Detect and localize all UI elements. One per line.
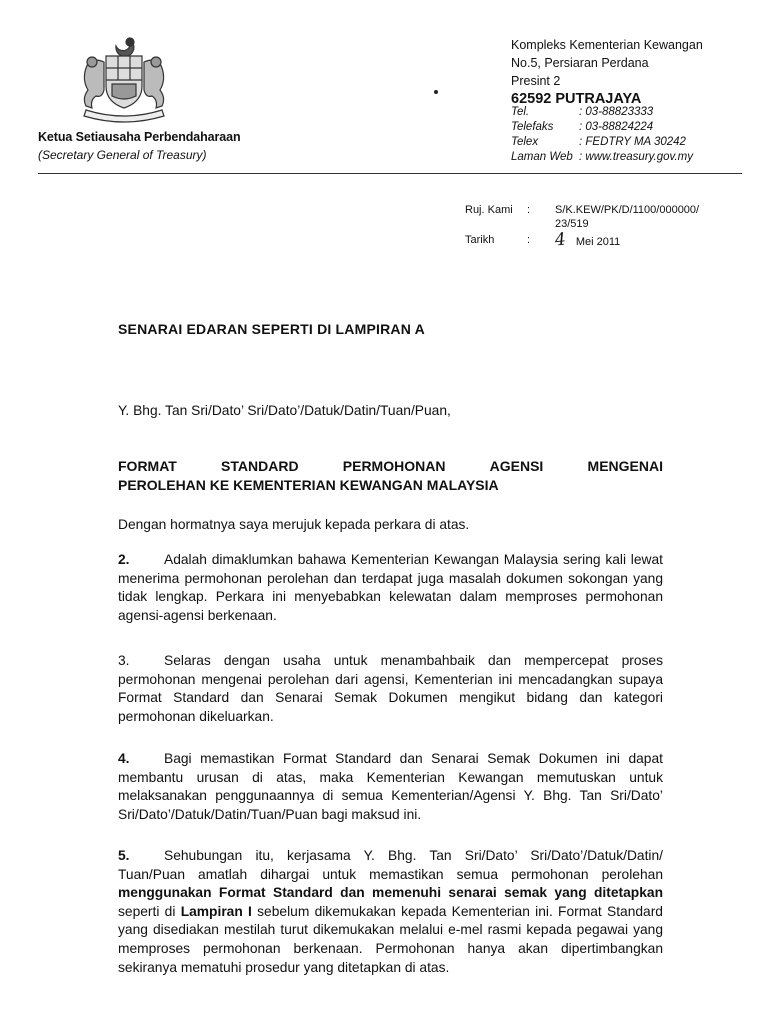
date-value <box>553 229 735 251</box>
annex-reference: Lampiran I <box>180 903 252 919</box>
date-label: Tarikh <box>465 234 495 246</box>
address-postcode-city: 62592 PUTRAJAYA <box>511 91 642 107</box>
header-divider <box>38 173 742 174</box>
reference-row <box>465 203 735 231</box>
reference-colon: : <box>527 204 531 216</box>
intro-paragraph: Dengan hormatnya saya merujuk kepada perkara di atas. <box>118 517 470 532</box>
contact-block <box>511 105 693 165</box>
paragraph-number: 4. <box>118 751 130 766</box>
address-block <box>511 36 703 108</box>
contact-value: : 03-88823333 <box>579 106 654 118</box>
date-colon: : <box>527 234 531 246</box>
address-line-1: Kompleks Kementerian Kewangan <box>511 38 703 52</box>
paragraph-number: 2. <box>118 552 130 567</box>
reference-block <box>465 203 735 249</box>
contact-label: Tel. <box>511 106 530 118</box>
date-month-year: Mei 2011 <box>575 236 621 248</box>
subject-heading <box>118 457 663 495</box>
paragraph-text: Sehubungan itu, kerjasama Y. Bhg. Tan Sri/Dato’ Sri/Dato’/Datuk/Datin/ Tuan/Puan amatlah dihargai untuk memastikan semua permohonan perolehan <box>118 848 663 882</box>
sender-subtitle: (Secretary General of Treasury) <box>38 148 207 162</box>
date-row <box>465 229 735 251</box>
paragraph-3 <box>118 652 663 726</box>
sender-title: Ketua Setiausaha Perbendaharaan <box>38 130 241 144</box>
reference-label: Ruj. Kami <box>465 204 513 216</box>
contact-tel <box>511 105 693 120</box>
paragraph-2 <box>118 551 663 625</box>
paragraph-emphasis: menggunakan Format Standard dan memenuhi senarai semak yang ditetapkan <box>118 885 663 901</box>
stray-mark <box>434 90 438 94</box>
subject-line-1 <box>118 457 663 476</box>
contact-label: Laman Web <box>511 151 573 163</box>
circular-heading: SENARAI EDARAN SEPERTI DI LAMPIRAN A <box>118 321 425 337</box>
subject-word: FORMAT <box>118 458 177 474</box>
handwritten-day: 4 <box>553 229 567 251</box>
address-line-3: Presint 2 <box>511 74 561 88</box>
contact-value: : FEDTRY MA 30242 <box>579 136 686 148</box>
paragraph-text: Bagi memastikan Format Standard dan Senarai Semak Dokumen ini dapat membantu urusan di atas, maka Kementerian Kewangan memutuskan untuk melaksanakan penggunaannya di semua Kementerian/Agensi Y. Bhg. Tan Sri/Dato’ Sri/Dato’/Datuk/Datin/Tuan/Puan bagi maksud ini. <box>118 751 663 822</box>
paragraph-number: 5. <box>118 848 130 863</box>
contact-value: : 03-88824224 <box>579 121 654 133</box>
reference-value: S/K.KEW/PK/D/1100/000000/ 23/519 <box>555 204 700 230</box>
paragraph-text: seperti di <box>118 903 176 919</box>
contact-fax <box>511 120 693 135</box>
contact-website <box>511 150 693 165</box>
salutation: Y. Bhg. Tan Sri/Dato’ Sri/Dato’/Datuk/Datin/Tuan/Puan, <box>118 403 451 418</box>
contact-label: Telefaks <box>511 121 554 133</box>
paragraph-number: 3. <box>118 653 130 668</box>
paragraph-4 <box>118 750 663 824</box>
subject-word: STANDARD <box>221 458 299 474</box>
coat-of-arms-logo <box>72 32 176 124</box>
paragraph-text: Selaras dengan usaha untuk menambahbaik dan mempercepat proses permohonan mengenai perolehan dari agensi, Kementerian ini mencadangkan supaya Format Standard dan Senarai Semak Dokumen mengikut bidang dan kategori permohonan dikeluarkan. <box>118 653 663 724</box>
contact-value: : www.treasury.gov.my <box>579 151 693 163</box>
paragraph-5 <box>118 847 663 977</box>
paragraph-text: Adalah dimaklumkan bahawa Kementerian Kewangan Malaysia sering kali lewat menerima permohonan perolehan dan terdapat juga masalah dokumen sokongan yang tidak lengkap. Perkara ini menyebabkan kelewatan dalam memproses permohonan agensi-agensi berkenaan. <box>118 552 663 623</box>
contact-telex <box>511 135 693 150</box>
contact-label: Telex <box>511 136 539 148</box>
address-line-2: No.5, Persiaran Perdana <box>511 56 649 70</box>
subject-line-2: PEROLEHAN KE KEMENTERIAN KEWANGAN MALAYSIA <box>118 477 499 493</box>
subject-word: MENGENAI <box>587 458 663 474</box>
paragraph-text: sebelum dikemukakan kepada Kementerian ini. Format Standard yang disediakan mestilah turut dikemukakan melalui e-mel rasmi kepada pegawai yang memproses permohonan berkenaan. Permohonan hanya akan dipertimbangkan sekiranya mematuhi prosedur yang ditetapkan di atas. <box>118 903 663 975</box>
subject-word: AGENSI <box>489 458 544 474</box>
subject-word: PERMOHONAN <box>342 458 446 474</box>
